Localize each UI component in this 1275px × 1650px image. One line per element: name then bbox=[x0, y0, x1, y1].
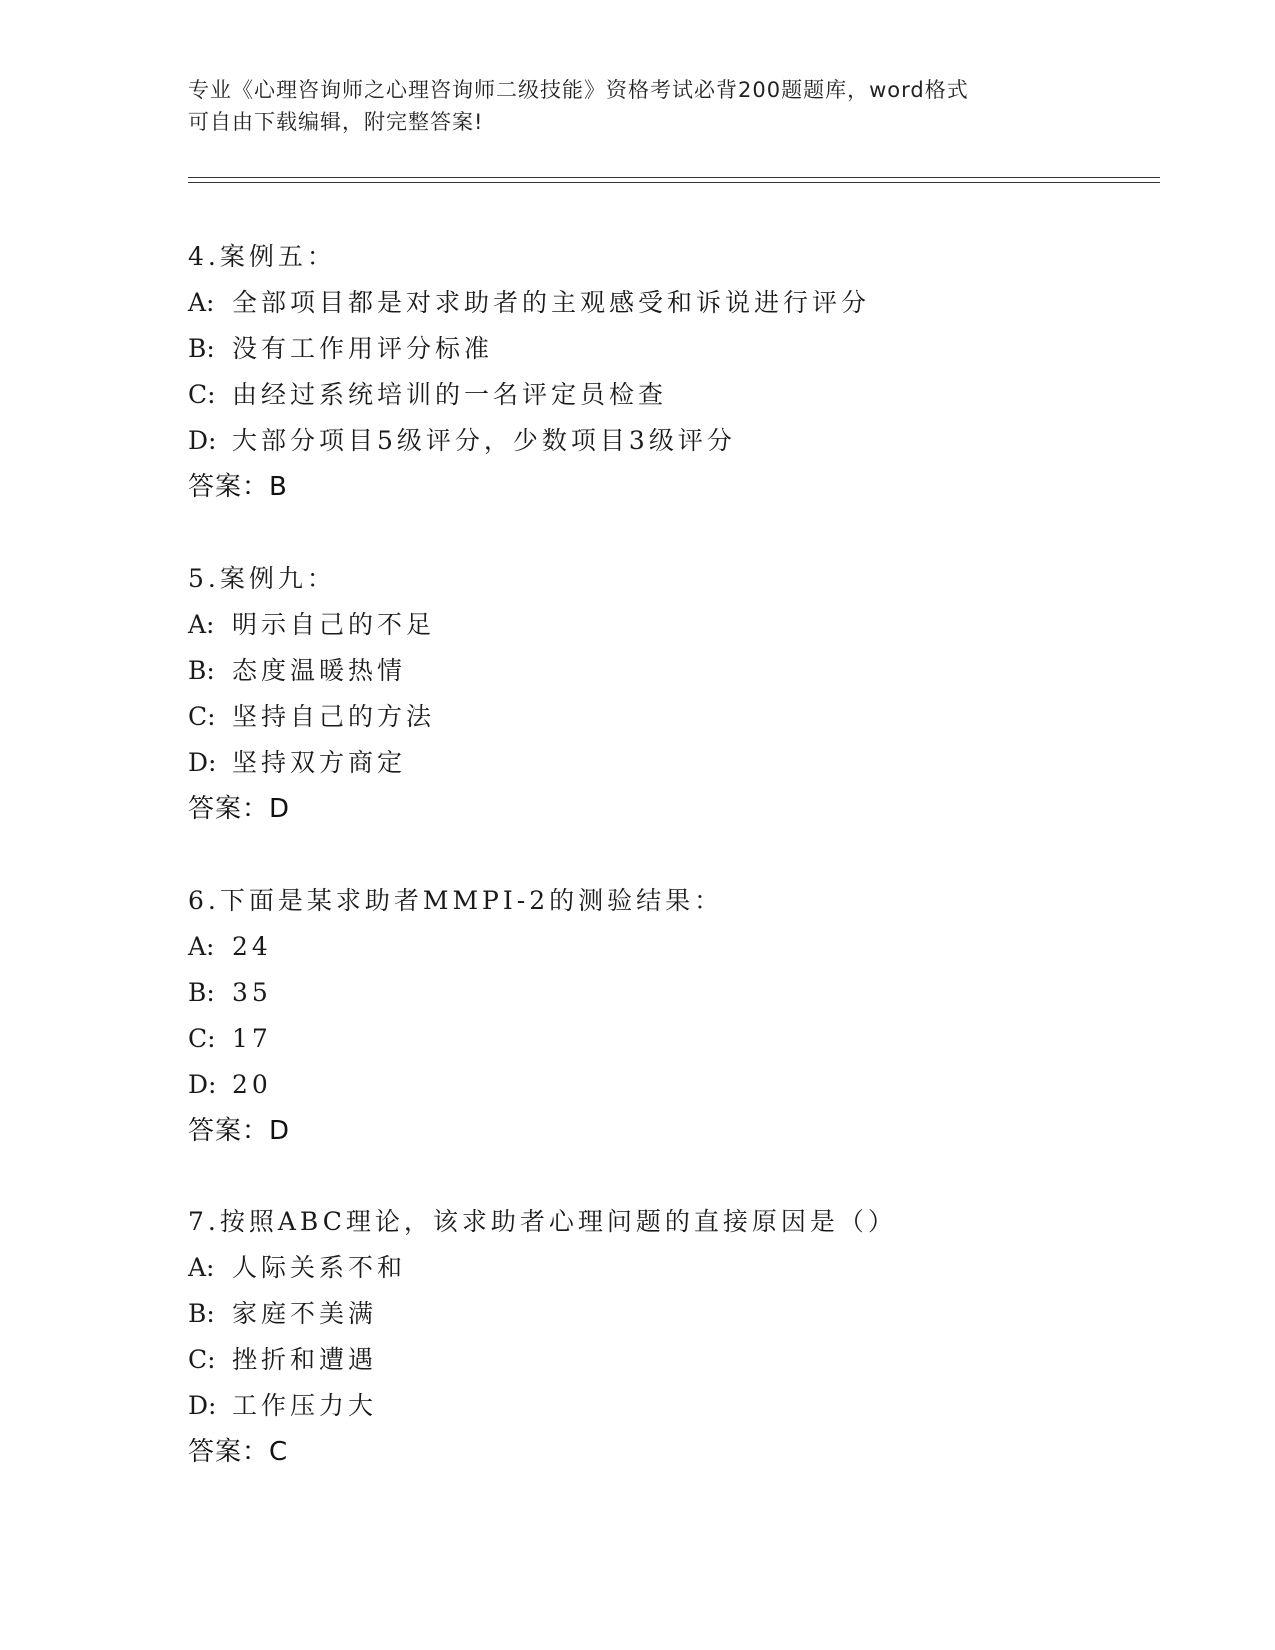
option-text: 家庭不美满 bbox=[232, 1299, 378, 1328]
option-letter: A: bbox=[188, 932, 215, 961]
option-text: 大部分项目5级评分，少数项目3级评分 bbox=[232, 426, 736, 455]
option-b bbox=[188, 1291, 1188, 1337]
option-a bbox=[188, 924, 1188, 970]
question-block-7 bbox=[188, 1199, 1188, 1475]
question-block-6 bbox=[188, 878, 1188, 1154]
answer-line: 答案：D bbox=[188, 1116, 291, 1146]
header-divider-bottom bbox=[188, 182, 1160, 183]
option-c bbox=[188, 372, 1188, 418]
option-letter: D: bbox=[188, 1391, 217, 1420]
option-text: 工作压力大 bbox=[232, 1391, 378, 1420]
option-b bbox=[188, 970, 1188, 1016]
option-text: 24 bbox=[232, 932, 272, 961]
option-a bbox=[188, 602, 1188, 648]
option-text: 全部项目都是对求助者的主观感受和诉说进行评分 bbox=[232, 288, 871, 317]
option-c bbox=[188, 1337, 1188, 1383]
answer-line: 答案：D bbox=[188, 794, 291, 824]
option-text: 没有工作用评分标准 bbox=[232, 334, 494, 363]
option-letter: D: bbox=[188, 748, 217, 777]
question-stem: 7.按照ABC理论，该求助者心理问题的直接原因是（） bbox=[188, 1207, 897, 1236]
option-c bbox=[188, 694, 1188, 740]
option-text: 由经过系统培训的一名评定员检查 bbox=[232, 380, 668, 409]
option-d bbox=[188, 1383, 1188, 1429]
option-letter: A: bbox=[188, 610, 215, 639]
option-letter: B: bbox=[188, 1299, 215, 1328]
option-letter: B: bbox=[188, 334, 215, 363]
option-text: 17 bbox=[232, 1024, 272, 1053]
option-letter: D: bbox=[188, 426, 217, 455]
answer-line: 答案：B bbox=[188, 472, 288, 502]
option-text: 35 bbox=[232, 978, 272, 1007]
option-b bbox=[188, 326, 1188, 372]
question-stem: 5.案例九： bbox=[188, 564, 336, 593]
option-text: 坚持自己的方法 bbox=[232, 702, 436, 731]
option-letter: B: bbox=[188, 978, 215, 1007]
option-letter: C: bbox=[188, 702, 216, 731]
document-header bbox=[188, 74, 1088, 138]
option-text: 挫折和遭遇 bbox=[232, 1345, 378, 1374]
question-block-4 bbox=[188, 234, 1188, 510]
option-a bbox=[188, 280, 1188, 326]
option-c bbox=[188, 1016, 1188, 1062]
option-text: 20 bbox=[232, 1070, 272, 1099]
option-d bbox=[188, 740, 1188, 786]
option-text: 人际关系不和 bbox=[232, 1253, 407, 1282]
option-d bbox=[188, 1062, 1188, 1108]
option-b bbox=[188, 648, 1188, 694]
option-letter: C: bbox=[188, 380, 216, 409]
option-letter: C: bbox=[188, 1345, 216, 1374]
option-d bbox=[188, 418, 1188, 464]
option-letter: A: bbox=[188, 1253, 215, 1282]
option-letter: D: bbox=[188, 1070, 217, 1099]
answer-line: 答案：C bbox=[188, 1437, 289, 1467]
option-a bbox=[188, 1245, 1188, 1291]
question-stem: 6.下面是某求助者MMPI-2的测验结果： bbox=[188, 886, 724, 915]
option-letter: C: bbox=[188, 1024, 216, 1053]
option-letter: A: bbox=[188, 288, 215, 317]
option-text: 态度温暖热情 bbox=[232, 656, 407, 685]
header-line-2: 可自由下载编辑，附完整答案! bbox=[188, 110, 484, 134]
header-divider-top bbox=[188, 177, 1160, 178]
option-text: 明示自己的不足 bbox=[232, 610, 436, 639]
option-text: 坚持双方商定 bbox=[232, 748, 407, 777]
question-stem: 4.案例五： bbox=[188, 242, 336, 271]
header-line-1: 专业《心理咨询师之心理咨询师二级技能》资格考试必背200题题库，word格式 bbox=[188, 78, 969, 102]
question-block-5 bbox=[188, 556, 1188, 832]
option-letter: B: bbox=[188, 656, 215, 685]
